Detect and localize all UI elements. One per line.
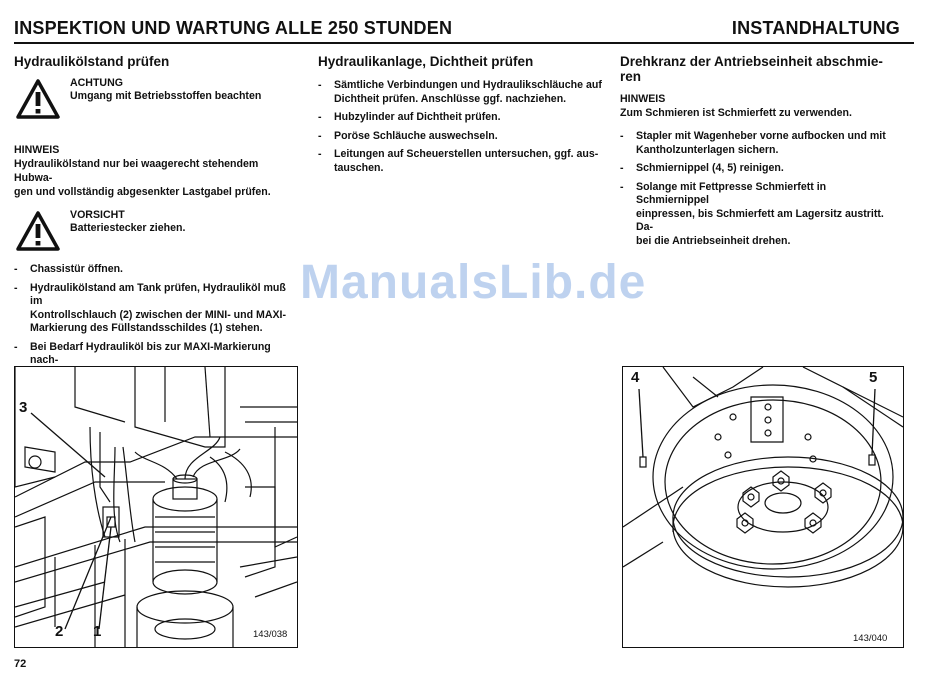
callout-1: 1 — [93, 623, 102, 640]
list-item: - Hubzylinder auf Dichtheit prüfen. — [318, 111, 603, 125]
list-item: - Solange mit Fettpresse Schmierfett in Schmiernippel einpressen, bis Schmierfett am Lagersitz austritt. Da- bei die Antriebseinheit drehen. — [620, 181, 902, 249]
turntable-illustration — [623, 367, 903, 647]
hinweis-label: HINWEIS — [14, 144, 60, 156]
list-item: - Poröse Schläuche auswechseln. — [318, 130, 603, 144]
column-turntable — [620, 54, 902, 253]
list-item: - Schmiernippel (4, 5) reinigen. — [620, 162, 902, 176]
achtung-text: Umgang mit Betriebsstoffen beachten — [70, 90, 262, 102]
hinweis-label: HINWEIS — [620, 93, 666, 105]
col3-steps — [620, 130, 902, 248]
hinweis-line: Hydraulikölstand nur bei waagerecht stehendem Hubwa- — [14, 158, 259, 184]
col2-steps — [318, 79, 603, 175]
warning-triangle-icon — [16, 79, 60, 119]
list-item: - Sämtliche Verbindungen und Hydraulikschläuche auf Dichtheit prüfen. Anschlüsse ggf. nachziehen. — [318, 79, 603, 106]
list-item: - Chassistür öffnen. — [14, 263, 299, 277]
callout-4: 4 — [631, 369, 640, 386]
hinweis-text: Zum Schmieren ist Schmierfett zu verwenden. — [620, 107, 852, 119]
watermark: ManualsLib.de — [300, 256, 647, 309]
callout-5: 5 — [869, 369, 878, 386]
vorsicht-text: Batteriestecker ziehen. — [70, 222, 186, 234]
figure-code: 143/040 — [853, 633, 888, 644]
list-item: - Hydraulikölstand am Tank prüfen, Hydrauliköl muß im Kontrollschlauch (2) zwischen der MINI- und MAXI- Markierung des Füllstandsschildes (1) stehen. — [14, 282, 299, 336]
achtung-block — [14, 77, 299, 127]
callout-3: 3 — [19, 399, 28, 416]
page-title: INSPEKTION UND WARTUNG ALLE 250 STUNDEN — [14, 18, 453, 38]
col3-heading: Drehkranz der Antriebseinheit abschmie- ren — [620, 54, 883, 84]
header-rule — [14, 42, 914, 44]
list-item: - Bei Bedarf Hydrauliköl bis zur MAXI-Markierung nach- — [14, 341, 299, 382]
vorsicht-block — [14, 209, 299, 259]
list-item: - Leitungen auf Scheuerstellen untersuchen, ggf. aus- tauschen. — [318, 148, 603, 175]
page-number: 72 — [14, 658, 27, 670]
section-title: INSTANDHALTUNG — [731, 18, 900, 38]
col1-heading: Hydraulikölstand prüfen — [14, 54, 170, 69]
hydraulic-tank-illustration — [15, 367, 297, 647]
vorsicht-label: VORSICHT — [70, 209, 125, 221]
col3-hinweis — [620, 92, 902, 120]
col2-heading: Hydraulikanlage, Dichtheit prüfen — [318, 54, 534, 69]
column-hydraulic-system — [318, 54, 603, 180]
figure-drive-unit-turntable — [622, 366, 904, 648]
figure-hydraulic-tank — [14, 366, 298, 648]
achtung-label: ACHTUNG — [70, 77, 123, 89]
warning-triangle-icon — [16, 211, 60, 251]
list-item: - Stapler mit Wagenheber vorne aufbocken und mit Kantholzunterlagen sichern. — [620, 130, 902, 157]
callout-2: 2 — [55, 623, 64, 640]
hinweis-line: gen und vollständig abgesenkter Lastgabel prüfen. — [14, 186, 271, 198]
figure-code: 143/038 — [253, 629, 288, 640]
column-hydraulic-oil-level — [14, 54, 299, 405]
hinweis-block — [14, 143, 299, 199]
